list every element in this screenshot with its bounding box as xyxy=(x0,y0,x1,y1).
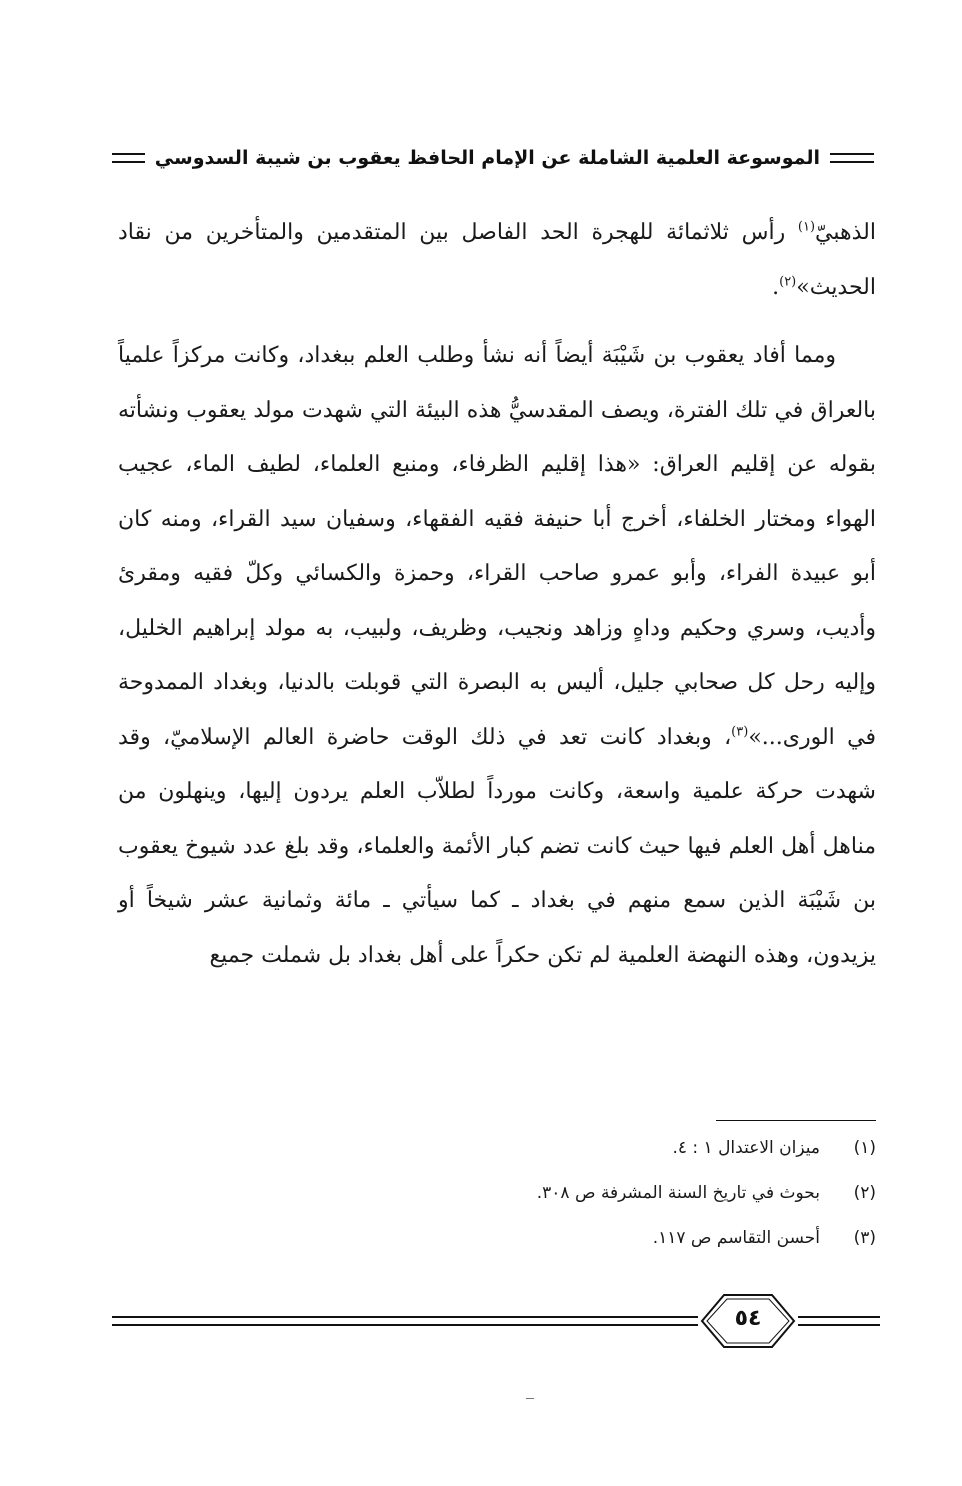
footnote-text: ميزان الاعتدال ١ : ٤. xyxy=(672,1138,820,1158)
page-number-band xyxy=(112,1291,880,1351)
running-header-title: الموسوعة العلمية الشاملة عن الإمام الحافظ يعقوب بن شيبة السدوسي xyxy=(154,147,820,169)
footnote-text: بحوث في تاريخ السنة المشرفة ص ٣٠٨. xyxy=(536,1183,820,1203)
footnote-item xyxy=(236,1228,876,1273)
footnote-ref-1: (١) xyxy=(797,219,816,235)
footnote-ref-2: (٢) xyxy=(779,274,797,290)
footnote-separator xyxy=(716,1120,876,1121)
paragraph-main xyxy=(118,329,876,983)
para1-mid: رأس ثلاثمائة للهجرة الحد الفاصل بين المتقدمين والمتأخرين من نقاد الحديث» xyxy=(118,220,876,300)
page-number: ٥٤ xyxy=(734,1306,762,1331)
footnote-ref-3: (٣) xyxy=(731,724,749,740)
para1-pre: الذهبيّ xyxy=(815,220,876,245)
running-header xyxy=(112,138,874,178)
footnotes xyxy=(236,1138,876,1273)
para2-text1: ومما أفاد يعقوب بن شَيْبَة أيضاً أنه نشأ وطلب العلم ببغداد، وكانت مركزاً علمياً بالعراق في تلك الفترة، ويصف المقدسيُّ هذه البيئة التي شهدت مولد يعقوب ونشأته بقوله عن إقليم العراق: «هذا إقليم الظرفاء، ومنبع العلماء، لطيف الماء، عجيب الهواء ومختار الخلفاء، أخرج أبا حنيفة فقيه الفقهاء، وسفيان سيد القراء، ومنه كان أبو عبيدة الفراء، وأبو عمرو صاحب القراء، وحمزة والكسائي وكلّ فقيه ومقرئ وأديب، وسري وحكيم وداهٍ وزاهد ونجيب، وظريف، ولبيب، به مولد إبراهيم الخليل، وإليه رحل كل صحابي جليل، أليس به البصرة التي قوبلت بالدنيا، وبغداد الممدوحة في الورى...» xyxy=(118,343,876,750)
footnote-number: (٣) xyxy=(853,1228,876,1248)
header-rule-right xyxy=(830,153,874,163)
footnote-item xyxy=(236,1138,876,1183)
scan-mark xyxy=(526,1398,534,1399)
body-text xyxy=(118,206,876,983)
footnote-item xyxy=(236,1183,876,1228)
footnote-number: (٢) xyxy=(853,1183,876,1203)
header-rule-left xyxy=(112,153,145,163)
footnote-number: (١) xyxy=(853,1138,876,1158)
page-number-diamond xyxy=(698,1292,798,1350)
footer-rule-left xyxy=(112,1316,698,1326)
para2-text2: ، وبغداد كانت تعد في ذلك الوقت حاضرة العالم الإسلاميّ، وقد شهدت حركة علمية واسعة، وكانت مورداً لطلاّب العلم يردون إليها، وينهلون من مناهل أهل العلم فيها حيث كانت تضم كبار الأئمة والعلماء، وقد بلغ عدد شيوخ يعقوب بن شَيْبَة الذين سمع منهم في بغداد ـ كما سيأتي ـ مائة وثمانية عشر شيخاً أو يزيدون، وهذه النهضة العلمية لم تكن حكراً على أهل بغداد بل شملت جميع xyxy=(118,724,876,968)
para1-end: . xyxy=(772,274,780,300)
footnote-text: أحسن التقاسم ص ١١٧. xyxy=(652,1228,820,1248)
footer-rule-right xyxy=(798,1316,880,1326)
paragraph-continued xyxy=(118,206,876,315)
